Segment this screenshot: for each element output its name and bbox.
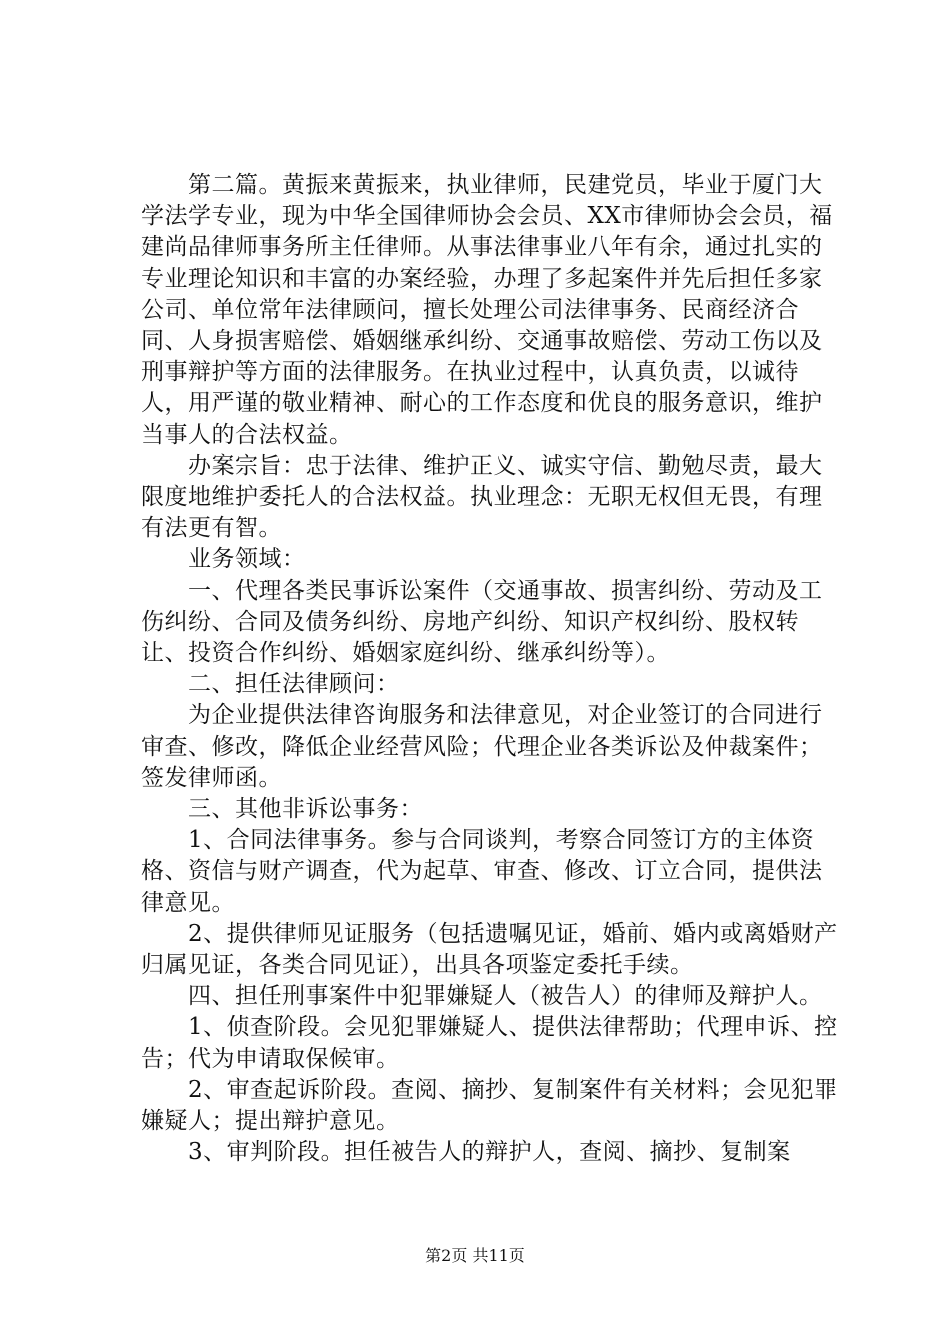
paragraph-trial-stage: 3、审判阶段。担任被告人的辩护人，查阅、摘抄、复制案 xyxy=(141,1139,791,1166)
paragraph-business-heading: 业务领域： xyxy=(141,546,306,573)
paragraph-prosecution-stage: 2、审查起诉阶段。查阅、摘抄、复制案件有关材料；会见犯罪嫌疑人；提出辩护意见。 xyxy=(141,1076,838,1135)
paragraph-legal-counsel: 为企业提供法律咨询服务和法律意见，对企业签订的合同进行审查、修改，降低企业经营风险；代理企业各类诉讼及仲裁案件；签发律师函。 xyxy=(141,702,823,791)
paragraph-civil-litigation: 一、代理各类民事诉讼案件（交通事故、损害纠纷、劳动及工伤纠纷、合同及债务纠纷、房地产纠纷、知识产权纠纷、股权转让、投资合作纠纷、婚姻家庭纠纷、继承纠纷等）。 xyxy=(141,577,823,667)
paragraph-legal-counsel-heading: 二、担任法律顾问： xyxy=(141,671,400,698)
paragraph-criminal-heading: 四、担任刑事案件中犯罪嫌疑人（被告人）的律师及辩护人。 xyxy=(141,983,823,1010)
page-number-footer: 第2页 共11页 xyxy=(425,1246,525,1265)
paragraph-investigation-stage: 1、侦查阶段。会见犯罪嫌疑人、提供法律帮助；代理申诉、控告；代为申请取保候审。 xyxy=(141,1014,838,1072)
paragraph-contract-affairs: 1、合同法律事务。参与合同谈判，考察合同签订方的主体资格、资信与财产调查，代为起草、审查、修改、订立合同，提供法律意见。 xyxy=(141,827,823,916)
document-body xyxy=(141,170,841,1169)
paragraph-principles: 办案宗旨：忠于法律、维护正义、诚实守信、勤勉尽责，最大限度地维护委托人的合法权益。执业理念：无职无权但无畏，有理有法更有智。 xyxy=(141,452,823,542)
paragraph-non-litigation-heading: 三、其他非诉讼事务： xyxy=(141,796,423,823)
paragraph-witness-services: 2、提供律师见证服务（包括遗嘱见证，婚前、婚内或离婚财产归属见证，各类合同见证），出具各项鉴定委托手续。 xyxy=(141,920,838,979)
paragraph-intro: 第二篇。黄振来黄振来，执业律师，民建党员，毕业于厦门大学法学专业，现为中华全国律师协会会员、XX市律师协会会员，福建尚品律师事务所主任律师。从事法律事业八年有余，通过扎实的专业理论知识和丰富的办案经验，办理了多起案件并先后担任多家公司、单位常年法律顾问，擅长处理公司法律事务、民商经济合同、人身损害赔偿、婚姻继承纠纷、交通事故赔偿、劳动工伤以及刑事辩护等方面的法律服务。在执业过程中，认真负责，以诚待人，用严谨的敬业精神、耐心的工作态度和优良的服务意识，维护当事人的合法权益。 xyxy=(141,172,833,448)
